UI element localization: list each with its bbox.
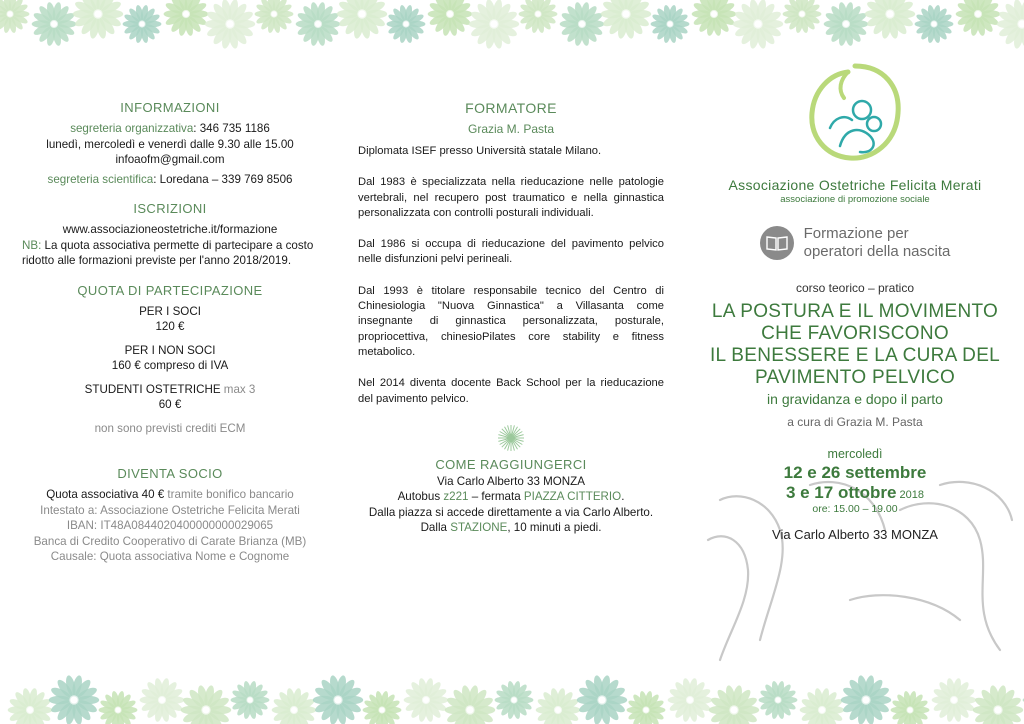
registration-url[interactable]: www.associazioneostetriche.it/formazione (62, 223, 278, 236)
formazione-line1: Formazione per (803, 225, 909, 242)
association-subtitle: associazione di promozione sociale (780, 194, 930, 205)
course-dates-october (700, 483, 1010, 503)
soci-label: PER I SOCI (139, 304, 201, 318)
segreteria-org-label: segreteria organizzativa (70, 122, 194, 135)
right-panel (700, 58, 1010, 542)
course-subtitle: in gravidanza e dopo il parto (767, 391, 943, 407)
october-dates: 3 e 17 ottobre (785, 483, 897, 502)
banca: Banca di Credito Cooperativo di Carate Brianza (MB) (33, 534, 307, 548)
course-title-line4: PAVIMENTO PELVICO (754, 367, 956, 388)
formazione-badge (700, 225, 1010, 261)
segreteria-sci-label: segreteria scientifica (47, 172, 154, 186)
course-day: mercoledì (827, 447, 883, 461)
studenti-label: STUDENTI OSTETRICHE (84, 382, 221, 396)
bus-prefix: Autobus (397, 490, 444, 504)
floral-border-top (0, 0, 1024, 60)
formatore-p4: Dal 1993 è titolare responsabile tecnico del Centro di Chinesiologia "Nuova Ginnastica" a Villasanta come insegnante di ginnastica personalizzata, posturale, propriocettiva, chinesioPilates core stability e fitness metabolico. (358, 284, 664, 358)
studenti-max: max 3 (220, 382, 256, 396)
nonsoci-price: 160 € compreso di IVA (111, 359, 229, 372)
station-name: STAZIONE (450, 521, 508, 535)
formatore-p3: Dal 1986 si occupa di rieducazione del pavimento pelvico nelle disfunzioni pelvi perineali. (358, 238, 664, 266)
iban: IBAN: IT48A0844020400000000029065 (66, 519, 274, 532)
nb-note (22, 238, 318, 269)
course-title-line3: IL BENESSERE E LA CURA DEL (709, 345, 1001, 366)
formazione-line2: operatori della nascita (803, 243, 951, 260)
come-section (358, 457, 664, 536)
quota-heading: QUOTA DI PARTECIPAZIONE (77, 282, 263, 298)
bus-mid: – fermata (468, 490, 524, 504)
soci-price: 120 € (155, 320, 185, 333)
segreteria-org-phone: : 346 735 1186 (193, 122, 270, 135)
book-icon (760, 226, 794, 260)
formatore-name: Grazia M. Pasta (467, 122, 555, 136)
formatore-p5: Nel 2014 diventa docente Back School per la rieducazione del pavimento pelvico. (358, 377, 664, 405)
course-title-line2: CHE FAVORISCONO (761, 323, 949, 344)
left-panel (22, 100, 318, 579)
course-title (700, 301, 1010, 389)
formatore-p1: Diplomata ISEF presso Università statale Milano. (358, 145, 602, 157)
dandelion-icon (496, 423, 526, 453)
formatore-p2: Dal 1983 è specializzata nella rieducazione nelle patologie vertebrali, nel recupero post traumatico e nella ginnastica personalizzata con controlli posturali individuali. (358, 176, 664, 219)
quota-section (22, 283, 318, 437)
bus-end: . (621, 490, 625, 504)
iscrizioni-section (22, 201, 318, 269)
studenti-price: 60 € (158, 398, 182, 411)
office-hours: lunedì, mercoledì e venerdì dalle 9.30 alle 15.00 (46, 137, 294, 151)
come-address: Via Carlo Alberto 33 MONZA (437, 474, 585, 488)
bus-stop: PIAZZA CITTERIO (523, 490, 622, 504)
floral-border-bottom (0, 664, 1024, 724)
formatore-heading: FORMATORE (465, 100, 557, 116)
intestato: Intestato a: Associazione Ostetriche Felicita Merati (40, 503, 300, 517)
email[interactable]: infoaofm@gmail.com (115, 153, 225, 166)
association-logo (800, 58, 910, 168)
station-prefix: Dalla (420, 521, 451, 535)
diventa-section (22, 466, 318, 565)
diventa-heading: DIVENTA SOCIO (117, 466, 223, 481)
iscrizioni-heading: ISCRIZIONI (133, 201, 207, 216)
nb-text: La quota associativa permette di partecipare a costo ridotto alle formazioni previste per l'anno 2018/2019. (22, 238, 314, 267)
association-name: Associazione Ostetriche Felicita Merati (728, 177, 982, 193)
course-type: corso teorico – pratico (795, 281, 915, 295)
quota-associativa-rest: tramite bonifico bancario (164, 488, 294, 501)
come-heading: COME RAGGIUNGERCI (435, 456, 587, 472)
course-title-line1: LA POSTURA E IL MOVIMENTO (711, 301, 999, 322)
course-dates-september: 12 e 26 settembre (783, 463, 927, 482)
nonsoci-label: PER I NON SOCI (124, 343, 216, 357)
segreteria-sci-value: : Loredana – 339 769 8506 (153, 172, 293, 186)
course-hours: ore: 15.00 – 19.00 (812, 503, 898, 515)
station-rest: , 10 minuti a piedi. (507, 521, 602, 535)
info-heading: INFORMAZIONI (120, 100, 220, 115)
course-venue: Via Carlo Alberto 33 MONZA (772, 527, 938, 542)
course-year: 2018 (896, 489, 925, 501)
info-section (22, 100, 318, 187)
nb-label: NB: (22, 238, 42, 252)
causale: Causale: Quota associativa Nome e Cognome (50, 550, 290, 563)
piazza-note: Dalla piazza si accede direttamente a via Carlo Alberto. (368, 505, 654, 519)
middle-panel (358, 100, 664, 536)
course-author: a cura di Grazia M. Pasta (787, 415, 923, 429)
bus-line: z221 (443, 490, 469, 504)
ecm-note: non sono previsti crediti ECM (94, 421, 246, 435)
quota-associativa: Quota associativa 40 € (46, 488, 165, 501)
